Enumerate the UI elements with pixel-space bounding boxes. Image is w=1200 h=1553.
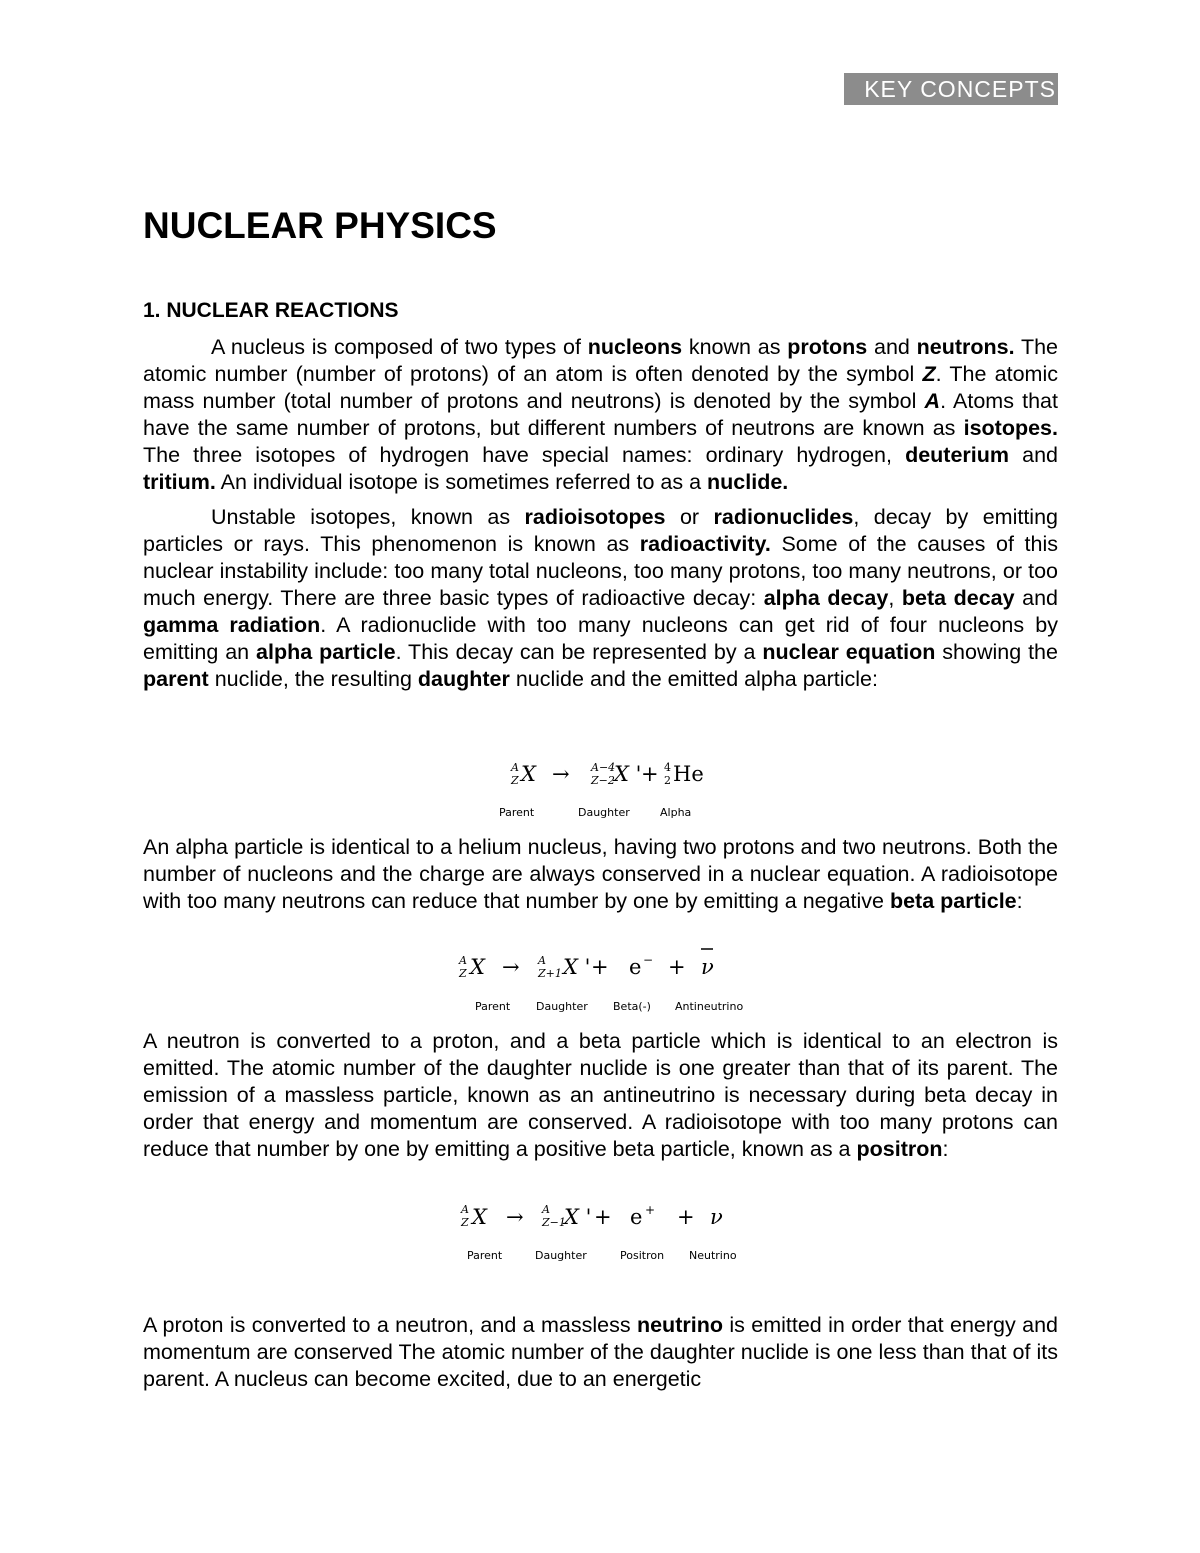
text-run: A nucleus is composed of two types of — [211, 335, 588, 359]
alpha-label-parent: Parent — [499, 806, 535, 819]
beta-minus-parent-mass: A — [459, 954, 467, 967]
paragraph-beta-decay — [143, 1028, 1058, 1163]
emphasis-term: A — [924, 389, 941, 413]
beta-plus-daughter-mass: A — [542, 1203, 550, 1216]
beta-plus-arrow: → — [506, 1205, 524, 1229]
text-run: A neutron is converted to a proton, and a beta particle which is identical to an electron is emitted. The atomic number of the daughter nuclide is one greater than that of its parent. The emission of a massless particle, known as an antineutrino is necessary during beta decay in order that energy and momentum are conserved. A radioisotope with too many protons can reduce that number by one by emitting a positive beta particle, known as a — [143, 1029, 1058, 1161]
beta-minus-daughter-atomic: Z+1 — [538, 967, 562, 980]
beta-minus-daughter-mass: A — [538, 954, 546, 967]
alpha-label-alpha: Alpha — [660, 806, 692, 819]
emphasis-term: alpha decay — [763, 586, 889, 610]
text-run: and — [867, 335, 917, 359]
beta-plus-parent-symbol: X — [472, 1205, 487, 1229]
paragraph-radioactivity — [143, 504, 1058, 693]
beta-minus-equation-svg — [455, 944, 785, 1016]
beta-minus-electron: e — [629, 955, 642, 979]
text-run: Unstable isotopes, known as — [211, 505, 525, 529]
text-block-4 — [143, 1312, 1058, 1393]
emphasis-term: nuclide. — [707, 470, 789, 494]
alpha-arrow: → — [552, 762, 570, 786]
text-run: A proton is converted to a neutron, and a massless — [143, 1313, 637, 1337]
text-run: , — [888, 586, 902, 610]
text-run: The atomic number (number of protons) of an atom is often denoted by the symbol — [143, 335, 1058, 386]
beta-minus-electron-charge: − — [643, 953, 654, 967]
alpha-helium-atomic: 2 — [664, 774, 671, 787]
beta-plus-positron: e — [630, 1205, 643, 1229]
text-run: Some of the causes of this nuclear instability include: too many total nucleons, too many protons, too many neutrons, or too much energy. There are three basic types of radioactive decay: — [143, 532, 1058, 610]
emphasis-term: beta decay — [901, 586, 1015, 610]
beta-plus-label-parent: Parent — [467, 1249, 503, 1262]
beta-minus-label-daughter: Daughter — [536, 1000, 588, 1013]
text-run: An alpha particle is identical to a helium nucleus, having two protons and two neutrons. Both the number of nucleons and the charge are always conserved in a nuclear equation. A radioisotope with too many neutrons can reduce that number by one by emitting a negative — [143, 835, 1058, 913]
paragraph-positron-decay — [143, 1312, 1058, 1393]
emphasis-term: radioactivity. — [639, 532, 771, 556]
emphasis-term: daughter — [417, 667, 510, 691]
text-run: The three isotopes of hydrogen have special names: ordinary hydrogen, — [143, 443, 906, 467]
beta-minus-equation — [455, 944, 785, 1016]
alpha-label-daughter: Daughter — [578, 806, 630, 819]
beta-minus-parent-atomic: Z — [459, 967, 467, 980]
beta-minus-plus-1: + — [591, 955, 609, 979]
alpha-helium-symbol: He — [673, 762, 704, 786]
beta-minus-arrow: → — [502, 955, 520, 979]
emphasis-term: beta particle — [889, 889, 1017, 913]
text-block-2 — [143, 834, 1058, 915]
alpha-equation-svg — [490, 758, 750, 824]
beta-minus-label-beta: Beta(-) — [613, 1000, 651, 1013]
beta-plus-daughter-atomic: Z−1 — [542, 1216, 566, 1229]
emphasis-term: radionuclides — [713, 505, 854, 529]
beta-minus-daughter-symbol: X ' — [563, 955, 591, 979]
paragraph-nucleus — [143, 334, 1058, 496]
alpha-parent-atomic: Z — [511, 774, 519, 787]
emphasis-term: isotopes. — [963, 416, 1058, 440]
alpha-parent-mass: A — [511, 761, 519, 774]
text-run: showing the — [935, 640, 1058, 664]
text-run: . This decay can be represented by a — [395, 640, 763, 664]
beta-minus-label-parent: Parent — [475, 1000, 511, 1013]
text-run: , decay by emitting particles or rays. This phenomenon is known as — [143, 505, 1058, 556]
text-block-1 — [143, 334, 1058, 693]
alpha-daughter-atomic: Z−2 — [591, 774, 615, 787]
beta-minus-parent-symbol: X — [470, 955, 485, 979]
beta-plus-daughter-symbol: X ' — [564, 1205, 592, 1229]
beta-plus-neutrino: ν — [710, 1205, 723, 1229]
text-run: nuclide, the resulting — [208, 667, 418, 691]
beta-plus-label-daughter: Daughter — [535, 1249, 587, 1262]
text-run: . The atomic mass number (total number of protons and neutrons) is denoted by the symbol — [143, 362, 1058, 413]
text-run: and — [1014, 586, 1058, 610]
text-run: known as — [682, 335, 788, 359]
text-run: . Atoms that have the same number of protons, but different numbers of neutrons are known as — [143, 389, 1058, 440]
key-concepts-tag: KEY CONCEPTS — [844, 73, 1058, 105]
text-run: . A radionuclide with too many nucleons can get rid of four nucleons by emitting an — [143, 613, 1058, 664]
beta-plus-label-positron: Positron — [620, 1249, 665, 1262]
emphasis-term: tritium. — [143, 470, 216, 494]
beta-plus-plus-1: + — [594, 1205, 612, 1229]
alpha-plus: + — [641, 762, 659, 786]
emphasis-term: neutrons. — [916, 335, 1015, 359]
beta-plus-parent-mass: A — [461, 1203, 469, 1216]
text-run: : — [1016, 889, 1023, 913]
text-run: : — [942, 1137, 949, 1161]
alpha-helium-mass: 4 — [664, 761, 671, 774]
text-run: or — [665, 505, 714, 529]
emphasis-term: gamma radiation — [143, 613, 321, 637]
beta-plus-equation — [455, 1199, 785, 1265]
beta-minus-antineutrino: ν — [701, 955, 714, 979]
emphasis-term: protons — [787, 335, 868, 359]
beta-plus-plus-2: + — [677, 1205, 695, 1229]
text-run: and — [1009, 443, 1058, 467]
alpha-daughter-symbol: X ' — [614, 762, 642, 786]
beta-plus-parent-atomic: Z — [461, 1216, 469, 1229]
beta-plus-positron-charge: + — [645, 1203, 656, 1217]
emphasis-term: neutrino — [636, 1313, 723, 1337]
emphasis-term: nuclear equation — [762, 640, 936, 664]
beta-minus-label-antineutrino: Antineutrino — [675, 1000, 744, 1013]
paragraph-alpha-particle — [143, 834, 1058, 915]
emphasis-term: deuterium — [905, 443, 1010, 467]
page-title: NUCLEAR PHYSICS — [143, 205, 497, 246]
emphasis-term: Z — [922, 362, 936, 386]
text-run: is emitted in order that energy and momentum are conserved The atomic number of the daughter nuclide is one less than that of its parent. A nucleus can become excited, due to an energetic — [143, 1313, 1058, 1391]
section-heading: 1. NUCLEAR REACTIONS — [143, 299, 399, 322]
emphasis-term: nucleons — [587, 335, 683, 359]
emphasis-term: parent — [143, 667, 209, 691]
beta-plus-label-neutrino: Neutrino — [689, 1249, 737, 1262]
alpha-decay-equation — [490, 758, 750, 824]
beta-plus-equation-svg — [455, 1199, 785, 1265]
text-run: An individual isotope is sometimes referred to as a — [215, 470, 708, 494]
alpha-daughter-mass: A−4 — [591, 761, 616, 774]
emphasis-term: radioisotopes — [524, 505, 666, 529]
text-block-3 — [143, 1028, 1058, 1163]
text-run: nuclide and the emitted alpha particle: — [509, 667, 878, 691]
alpha-parent-symbol: X — [521, 762, 536, 786]
beta-minus-plus-2: + — [668, 955, 686, 979]
emphasis-term: positron — [856, 1137, 943, 1161]
emphasis-term: alpha particle — [256, 640, 396, 664]
